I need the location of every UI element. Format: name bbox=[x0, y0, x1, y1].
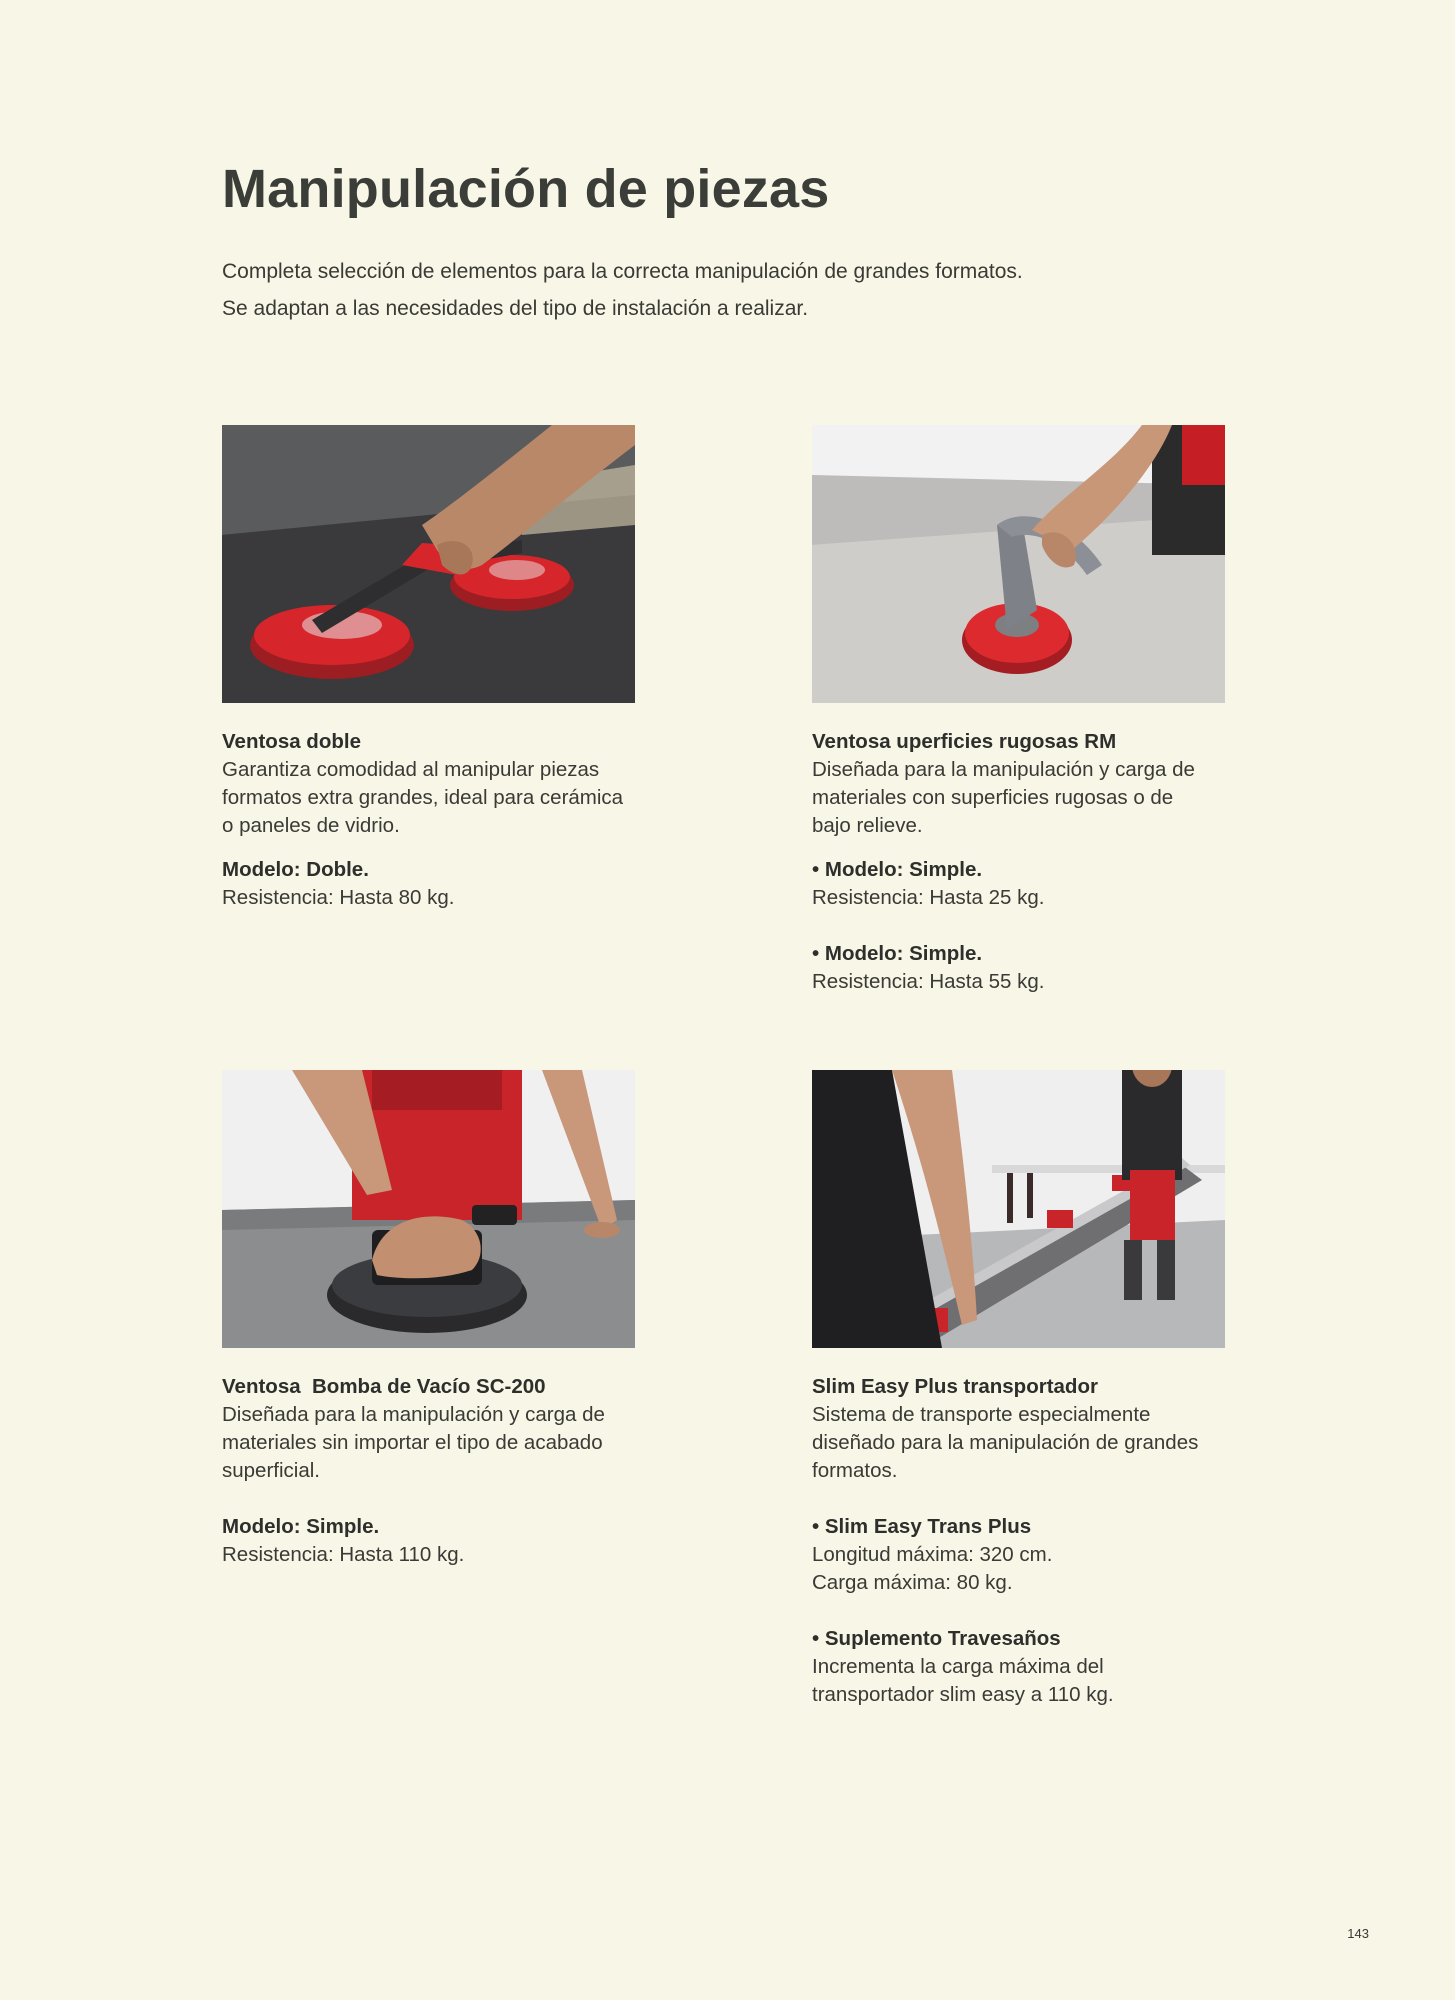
product-description-line: formatos. bbox=[812, 1459, 898, 1482]
product-name: Ventosa uperficies rugosas RM bbox=[812, 730, 1117, 753]
spec-line: Longitud máxima: 320 cm. bbox=[812, 1543, 1053, 1566]
product-description-line: bajo relieve. bbox=[812, 814, 923, 837]
spec-line: transportador slim easy a 110 kg. bbox=[812, 1683, 1114, 1706]
product-description-line: materiales con superficies rugosas o de bbox=[812, 786, 1174, 809]
spec-line: Carga máxima: 80 kg. bbox=[812, 1571, 1013, 1594]
product-photo-bomba-vacio bbox=[222, 1070, 635, 1348]
product-card-ventosa-doble bbox=[222, 425, 672, 912]
product-name: Ventosa Bomba de Vacío SC-200 bbox=[222, 1375, 546, 1398]
product-card-slim-easy bbox=[812, 1070, 1262, 1709]
intro-line: Completa selección de elementos para la correcta manipulación de grandes formatos. bbox=[222, 260, 1023, 283]
spec-label: • Modelo: Simple. bbox=[812, 942, 983, 965]
spec-label: • Modelo: Simple. bbox=[812, 858, 983, 881]
spec-line: Resistencia: Hasta 55 kg. bbox=[812, 970, 1045, 993]
intro-line: Se adaptan a las necesidades del tipo de instalación a realizar. bbox=[222, 297, 809, 320]
product-description-line: Sistema de transporte especialmente bbox=[812, 1403, 1151, 1426]
page-title: Manipulación de piezas bbox=[222, 159, 830, 219]
spec-label: • Suplemento Travesaños bbox=[812, 1627, 1061, 1650]
product-description-line: Diseñada para la manipulación y carga de bbox=[812, 758, 1195, 781]
product-spec bbox=[812, 1625, 1262, 1709]
product-spec bbox=[812, 1513, 1262, 1597]
product-spec bbox=[812, 940, 1262, 996]
product-description-line: Garantiza comodidad al manipular piezas bbox=[222, 758, 600, 781]
product-description-line: o paneles de vidrio. bbox=[222, 814, 400, 837]
product-name: Slim Easy Plus transportador bbox=[812, 1375, 1098, 1398]
spec-label: • Slim Easy Trans Plus bbox=[812, 1515, 1032, 1538]
product-spec bbox=[222, 856, 672, 912]
product-photo-ventosa-rugosas bbox=[812, 425, 1225, 703]
product-description-line: diseñado para la manipulación de grandes bbox=[812, 1431, 1199, 1454]
product-spec bbox=[812, 856, 1262, 912]
product-photo-slim-easy bbox=[812, 1070, 1225, 1348]
intro-text bbox=[222, 253, 1222, 327]
spec-label: Modelo: Doble. bbox=[222, 858, 369, 881]
product-photo-ventosa-doble bbox=[222, 425, 635, 703]
spec-line: Incrementa la carga máxima del bbox=[812, 1655, 1104, 1678]
product-description-line: formatos extra grandes, ideal para cerámica bbox=[222, 786, 624, 809]
spec-line: Resistencia: Hasta 110 kg. bbox=[222, 1543, 465, 1566]
spec-line: Resistencia: Hasta 25 kg. bbox=[812, 886, 1045, 909]
product-description-line: Diseñada para la manipulación y carga de bbox=[222, 1403, 605, 1426]
product-description-line: superficial. bbox=[222, 1459, 320, 1482]
product-description-line: materiales sin importar el tipo de acabado bbox=[222, 1431, 603, 1454]
spec-line: Resistencia: Hasta 80 kg. bbox=[222, 886, 455, 909]
spec-label: Modelo: Simple. bbox=[222, 1515, 380, 1538]
product-spec bbox=[222, 1513, 672, 1569]
product-name: Ventosa doble bbox=[222, 730, 361, 753]
product-card-ventosa-rugosas bbox=[812, 425, 1262, 996]
product-card-bomba-vacio bbox=[222, 1070, 672, 1569]
page-number: 143 bbox=[1347, 1926, 1369, 1941]
